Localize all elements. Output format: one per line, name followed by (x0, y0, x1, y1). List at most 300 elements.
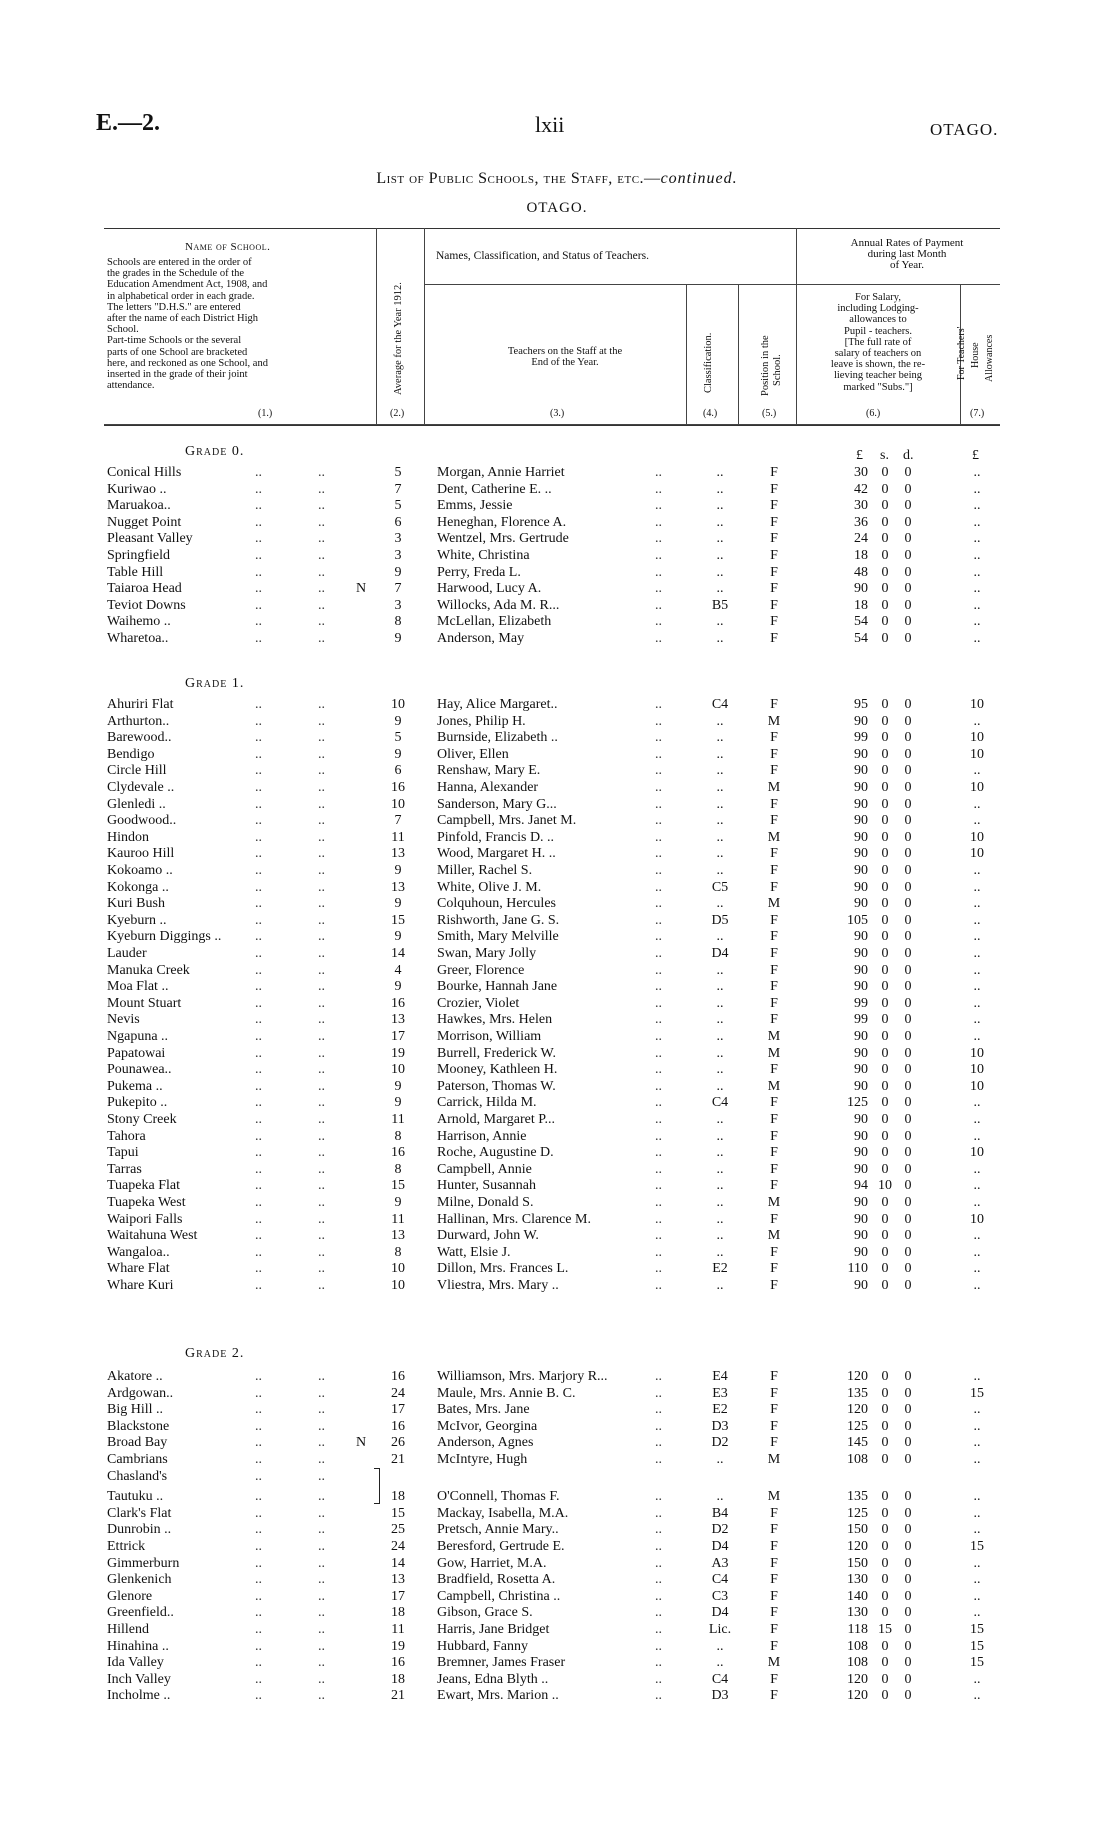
classification: D5 (711, 912, 729, 928)
salary-shillings: 15 (878, 1622, 892, 1637)
house-allowance: .. (973, 1505, 981, 1521)
salary-shillings: 0 (881, 1045, 889, 1061)
classification: .. (716, 829, 724, 845)
teacher-name: Campbell, Annie (437, 1161, 532, 1177)
teacher-name: Hallinan, Mrs. Clarence M. (437, 1211, 591, 1227)
salary-pounds: 90 (854, 1078, 868, 1094)
salary-shillings: 0 (881, 1145, 889, 1161)
classification: C4 (711, 1671, 729, 1687)
salary-shillings: 0 (881, 1688, 889, 1704)
teacher-name: Greer, Florence (437, 962, 525, 978)
c3lines-line: Teachers on the Staff at the (507, 346, 623, 357)
average-attendance: 7 (394, 813, 402, 829)
classification: .. (716, 1062, 724, 1078)
salary-pence: 0 (904, 1555, 912, 1571)
leader-dots: .. (655, 1555, 662, 1571)
leader-dots: .. (255, 1385, 262, 1401)
teacher-name: Harrison, Annie (437, 1128, 527, 1144)
table-row (0, 962, 1114, 979)
classification: D2 (711, 1435, 729, 1451)
average-attendance: 5 (394, 498, 402, 514)
teacher-name: Watt, Elsie J. (437, 1244, 511, 1260)
leader-dots: .. (255, 597, 262, 613)
position: M (767, 896, 781, 912)
column-rule (796, 228, 797, 424)
page-title (0, 170, 1114, 188)
leader-dots: .. (318, 1029, 325, 1044)
leader-dots: .. (318, 614, 325, 630)
leader-dots: .. (318, 531, 325, 547)
teacher-name: Swan, Mary Jolly (437, 946, 537, 961)
salary-pounds: 90 (854, 1145, 868, 1161)
house-allowance: 10 (970, 1078, 984, 1094)
position: F (770, 813, 778, 829)
leader-dots: .. (318, 863, 325, 878)
house-allowance: .. (973, 1522, 981, 1538)
leader-dots: .. (655, 531, 662, 547)
salary-pence: 0 (904, 1012, 912, 1028)
leader-dots: .. (655, 481, 662, 497)
classification: D4 (711, 1539, 729, 1554)
salary-pounds: 95 (854, 697, 868, 712)
position: F (770, 995, 778, 1011)
salary-shillings: 0 (881, 531, 889, 547)
table-row (0, 1011, 1114, 1028)
house-allowance: .. (973, 465, 981, 480)
table-row (0, 1538, 1114, 1555)
school-name: Waihemo .. (107, 614, 171, 630)
position: F (770, 796, 778, 812)
leader-dots: .. (655, 1572, 662, 1588)
school-name: Whare Kuri (107, 1278, 174, 1293)
house-allowance: .. (973, 896, 981, 912)
school-name: Kuri Bush (107, 896, 165, 912)
salary-pence: 0 (904, 1161, 912, 1177)
position: F (770, 1244, 778, 1260)
position: M (767, 780, 781, 795)
salary-pounds: 90 (854, 962, 868, 978)
table-row (0, 1161, 1114, 1178)
house-allowance: .. (973, 614, 981, 630)
average-attendance: 11 (391, 829, 405, 845)
leader-dots: .. (318, 1572, 325, 1588)
position: F (770, 879, 778, 895)
classification: .. (716, 863, 724, 878)
leader-dots: .. (655, 995, 662, 1011)
average-attendance: 15 (391, 1505, 405, 1521)
salary-pence: 0 (904, 846, 912, 862)
salary-pence: 0 (904, 1078, 912, 1094)
leader-dots: .. (255, 498, 262, 514)
leader-dots: .. (655, 1261, 662, 1277)
table-row (0, 1555, 1114, 1572)
classification: E3 (712, 1385, 728, 1401)
school-name: Kuriwao .. (107, 481, 167, 497)
leader-dots: .. (255, 1161, 262, 1177)
leader-dots: .. (318, 1228, 325, 1244)
school-name: Hillend (107, 1622, 149, 1637)
table-row (0, 729, 1114, 746)
table-row (0, 978, 1114, 995)
average-attendance: 21 (391, 1452, 405, 1467)
leader-dots: .. (255, 581, 262, 597)
leader-dots: .. (255, 1128, 262, 1144)
salary-pounds: 48 (854, 564, 868, 580)
position: F (770, 1605, 778, 1621)
school-name: Waipori Falls (107, 1211, 183, 1227)
leader-dots: .. (255, 531, 262, 547)
table-row (0, 1488, 1114, 1505)
position: F (770, 1418, 778, 1434)
salary-shillings: 0 (881, 697, 889, 712)
school-name: Glenkenich (107, 1572, 172, 1588)
classification: .. (716, 1145, 724, 1161)
position: F (770, 1112, 778, 1127)
average-attendance: 4 (394, 962, 402, 978)
salary-shillings: 0 (881, 581, 889, 597)
salary-pounds: 120 (847, 1688, 868, 1704)
col5-header-line1: Position in the (760, 335, 771, 396)
school-name: Table Hill (107, 564, 164, 580)
salary-pounds: 125 (847, 1418, 868, 1434)
salary-pounds: 90 (854, 863, 868, 878)
house-allowance: 10 (970, 1062, 984, 1078)
teacher-name: Bradfield, Rosetta A. (437, 1572, 556, 1588)
position: M (767, 1489, 781, 1505)
table-row (0, 1194, 1114, 1211)
leader-dots: .. (255, 829, 262, 845)
c6lines-line: lieving teacher being (833, 370, 923, 382)
house-allowance: 15 (970, 1622, 984, 1637)
salary-pounds: 135 (847, 1385, 868, 1401)
salary-pence: 0 (904, 581, 912, 597)
leader-dots: .. (318, 946, 325, 961)
c1note-line: parts of one School are bracketed (107, 346, 248, 358)
average-attendance: 17 (391, 1588, 405, 1604)
salary-shillings: 0 (881, 564, 889, 580)
table-row (0, 762, 1114, 779)
salary-pence: 0 (904, 879, 912, 895)
house-allowance: .. (973, 597, 981, 613)
salary-shillings: 0 (881, 1402, 889, 1418)
leader-dots: .. (318, 1195, 325, 1210)
classification: .. (716, 581, 724, 597)
classification: .. (716, 1178, 724, 1194)
leader-dots: .. (318, 1638, 325, 1654)
position: F (770, 1012, 778, 1028)
leader-dots: .. (655, 1078, 662, 1094)
house-allowance: .. (973, 1012, 981, 1028)
house-allowance: .. (973, 1688, 981, 1704)
classification: D3 (711, 1418, 729, 1434)
classification: .. (716, 713, 724, 729)
leader-dots: .. (255, 514, 262, 530)
salary-pence: 0 (904, 564, 912, 580)
leader-dots: .. (655, 1655, 662, 1671)
salary-shillings: 0 (881, 1078, 889, 1094)
leader-dots: .. (318, 581, 325, 597)
average-attendance: 9 (394, 746, 402, 762)
leader-dots: .. (255, 1261, 262, 1277)
salary-pence: 0 (904, 548, 912, 563)
leader-dots: .. (655, 1539, 662, 1554)
salary-pence: 0 (904, 1539, 912, 1554)
teacher-name: Burrell, Frederick W. (437, 1045, 556, 1061)
school-name: Goodwood.. (107, 813, 177, 829)
salary-pence: 0 (904, 1489, 912, 1505)
house-allowance: 15 (970, 1655, 984, 1671)
school-name: Clark's Flat (107, 1505, 172, 1521)
school-name: Kokonga .. (107, 879, 169, 895)
average-attendance: 10 (391, 1278, 405, 1293)
house-allowance: .. (973, 1244, 981, 1260)
salary-shillings: 0 (881, 1418, 889, 1434)
leader-dots: .. (255, 863, 262, 878)
leader-dots: .. (318, 1671, 325, 1687)
teacher-name: McIntyre, Hugh (437, 1452, 528, 1467)
position: F (770, 498, 778, 514)
leader-dots: .. (318, 1655, 325, 1671)
position: F (770, 1588, 778, 1604)
house-allowance: .. (973, 1555, 981, 1571)
school-name: Tapui (107, 1145, 139, 1161)
leader-dots: .. (255, 846, 262, 862)
salary-pence: 0 (904, 1228, 912, 1244)
leader-dots: .. (255, 1572, 262, 1588)
house-allowance: 10 (970, 829, 984, 845)
salary-pence: 0 (904, 863, 912, 878)
school-name: Broad Bay (107, 1435, 168, 1451)
teacher-name: Paterson, Thomas W. (437, 1078, 556, 1094)
salary-shillings: 0 (881, 1261, 889, 1277)
position: F (770, 730, 778, 746)
school-name: Clydevale .. (107, 780, 175, 795)
leader-dots: .. (655, 763, 662, 779)
school-name: Ahuriri Flat (107, 697, 174, 712)
salary-pence: 0 (904, 1435, 912, 1451)
teacher-name: Miller, Rachel S. (437, 863, 533, 878)
leader-dots: .. (655, 946, 662, 961)
leader-dots: .. (655, 979, 662, 995)
salary-pence: 0 (904, 713, 912, 729)
classification: .. (716, 465, 724, 480)
salary-pence: 0 (904, 481, 912, 497)
col6-group-header (812, 238, 1002, 272)
position: M (767, 1228, 781, 1244)
table-row (0, 1401, 1114, 1418)
classification: .. (716, 1112, 724, 1127)
salary-pounds: 105 (847, 912, 868, 928)
teacher-name: Morrison, William (437, 1029, 542, 1044)
position: F (770, 946, 778, 961)
teacher-name: Anderson, Agnes (437, 1435, 534, 1451)
average-attendance: 16 (391, 1369, 405, 1384)
leader-dots: .. (255, 1688, 262, 1704)
teacher-name: Campbell, Mrs. Janet M. (437, 813, 577, 829)
leader-dots: .. (318, 1522, 325, 1538)
col7-header-line2: House (970, 342, 981, 368)
house-allowance: .. (973, 912, 981, 928)
leader-dots: .. (318, 1211, 325, 1227)
average-attendance: 9 (394, 713, 402, 729)
classification: E2 (712, 1402, 728, 1418)
position: F (770, 846, 778, 862)
house-allowance: .. (973, 1161, 981, 1177)
salary-pence: 0 (904, 1638, 912, 1654)
house-allowance: 10 (970, 730, 984, 746)
leader-dots: .. (655, 1062, 662, 1078)
salary-pounds: 90 (854, 1062, 868, 1078)
teacher-name: Hay, Alice Margaret.. (437, 697, 558, 712)
leader-dots: .. (655, 1045, 662, 1061)
table-row (0, 564, 1114, 581)
school-name: Taiaroa Head (107, 581, 182, 597)
teacher-name: Mooney, Kathleen H. (437, 1062, 558, 1078)
salary-pounds: 99 (854, 1012, 868, 1028)
school-name: Papatowai (107, 1045, 166, 1061)
school-name: Stony Creek (107, 1112, 177, 1127)
leader-dots: .. (318, 746, 325, 762)
average-attendance: 8 (394, 614, 402, 630)
col3-group-header: Names, Classification, and Status of Teachers. (436, 250, 649, 262)
leader-dots: .. (318, 879, 325, 895)
salary-pence: 0 (904, 979, 912, 995)
average-attendance: 8 (394, 1161, 402, 1177)
house-allowance: 10 (970, 780, 984, 795)
leader-dots: .. (655, 730, 662, 746)
house-allowance: .. (973, 713, 981, 729)
salary-shillings: 0 (881, 846, 889, 862)
native-marker: N (355, 581, 367, 597)
position: M (767, 829, 781, 845)
position: F (770, 548, 778, 563)
classification: .. (716, 1489, 724, 1505)
salary-pence: 0 (904, 1062, 912, 1078)
position: F (770, 581, 778, 597)
leader-dots: .. (318, 1452, 325, 1467)
leader-dots: .. (655, 1095, 662, 1111)
leader-dots: .. (655, 1435, 662, 1451)
position: F (770, 1402, 778, 1418)
salary-pounds: 90 (854, 1211, 868, 1227)
position: F (770, 1505, 778, 1521)
teacher-name: Willocks, Ada M. R... (437, 597, 560, 613)
salary-pounds: 90 (854, 1128, 868, 1144)
leader-dots: .. (255, 631, 262, 646)
salary-pounds: 54 (854, 614, 868, 630)
average-attendance: 16 (391, 995, 405, 1011)
school-name: Hinahina .. (107, 1638, 169, 1654)
table-row (0, 928, 1114, 945)
average-attendance: 16 (391, 1655, 405, 1671)
house-allowance: .. (973, 1128, 981, 1144)
salary-pounds: 125 (847, 1505, 868, 1521)
salary-pence: 0 (904, 1452, 912, 1467)
teacher-name: Morgan, Annie Harriet (437, 465, 565, 480)
table-row (0, 547, 1114, 564)
grade-heading: Grade 0. (185, 444, 245, 459)
salary-pounds: 90 (854, 713, 868, 729)
salary-pence: 0 (904, 946, 912, 961)
leader-dots: .. (655, 846, 662, 862)
position: F (770, 929, 778, 945)
average-attendance: 19 (391, 1638, 405, 1654)
classification: C3 (711, 1588, 729, 1604)
col7-header-line1: For Teachers' (956, 326, 967, 380)
salary-pounds: 90 (854, 1045, 868, 1061)
salary-shillings: 0 (881, 1452, 889, 1467)
house-allowance: .. (973, 979, 981, 995)
leader-dots: .. (255, 465, 262, 480)
salary-pounds: 135 (847, 1489, 868, 1505)
table-row (0, 1144, 1114, 1161)
school-name: Incholme .. (107, 1688, 171, 1704)
average-attendance: 10 (391, 1062, 405, 1078)
house-allowance: 10 (970, 697, 984, 712)
leader-dots: .. (255, 1095, 262, 1111)
average-attendance: 18 (391, 1489, 405, 1505)
leader-dots: .. (655, 896, 662, 912)
salary-pounds: 90 (854, 979, 868, 995)
average-attendance: 16 (391, 1418, 405, 1434)
salary-shillings: 0 (881, 1095, 889, 1111)
table-row (0, 464, 1114, 481)
position: F (770, 763, 778, 779)
table-row (0, 1505, 1114, 1522)
house-allowance: .. (973, 1178, 981, 1194)
school-name: Moa Flat .. (107, 979, 169, 995)
teacher-name: McLellan, Elizabeth (437, 614, 552, 630)
classification: .. (716, 796, 724, 812)
house-allowance: .. (973, 1278, 981, 1293)
leader-dots: .. (318, 929, 325, 945)
table-row (0, 862, 1114, 879)
average-attendance: 14 (391, 1555, 405, 1571)
teacher-name: Wood, Margaret H. .. (437, 846, 556, 862)
house-allowance: .. (973, 631, 981, 646)
salary-pence: 0 (904, 829, 912, 845)
salary-pounds: 18 (854, 548, 868, 563)
teacher-name: Wentzel, Mrs. Gertrude (437, 531, 569, 547)
salary-pounds: 90 (854, 581, 868, 597)
salary-pounds: 99 (854, 995, 868, 1011)
col6-header (802, 292, 954, 393)
salary-pounds: 125 (847, 1095, 868, 1111)
classification: .. (716, 979, 724, 995)
leader-dots: .. (655, 1369, 662, 1384)
leader-dots: .. (655, 1244, 662, 1260)
col4-number: (4.) (703, 408, 718, 419)
house-allowance: .. (973, 763, 981, 779)
position: F (770, 1369, 778, 1384)
salary-pence: 0 (904, 1671, 912, 1687)
position: F (770, 597, 778, 613)
leader-dots: .. (318, 1605, 325, 1621)
salary-shillings: 0 (881, 597, 889, 613)
teacher-name: Roche, Augustine D. (437, 1145, 554, 1161)
leader-dots: .. (318, 1622, 325, 1637)
leader-dots: .. (255, 1211, 262, 1227)
salary-shillings: 0 (881, 1369, 889, 1384)
salary-shillings: 0 (881, 614, 889, 630)
column-rule (738, 284, 739, 424)
leader-dots: .. (318, 697, 325, 712)
salary-pence: 0 (904, 1655, 912, 1671)
leader-dots: .. (318, 995, 325, 1011)
salary-shillings: 0 (881, 796, 889, 812)
salary-shillings: 0 (881, 1605, 889, 1621)
leader-dots: .. (318, 713, 325, 729)
